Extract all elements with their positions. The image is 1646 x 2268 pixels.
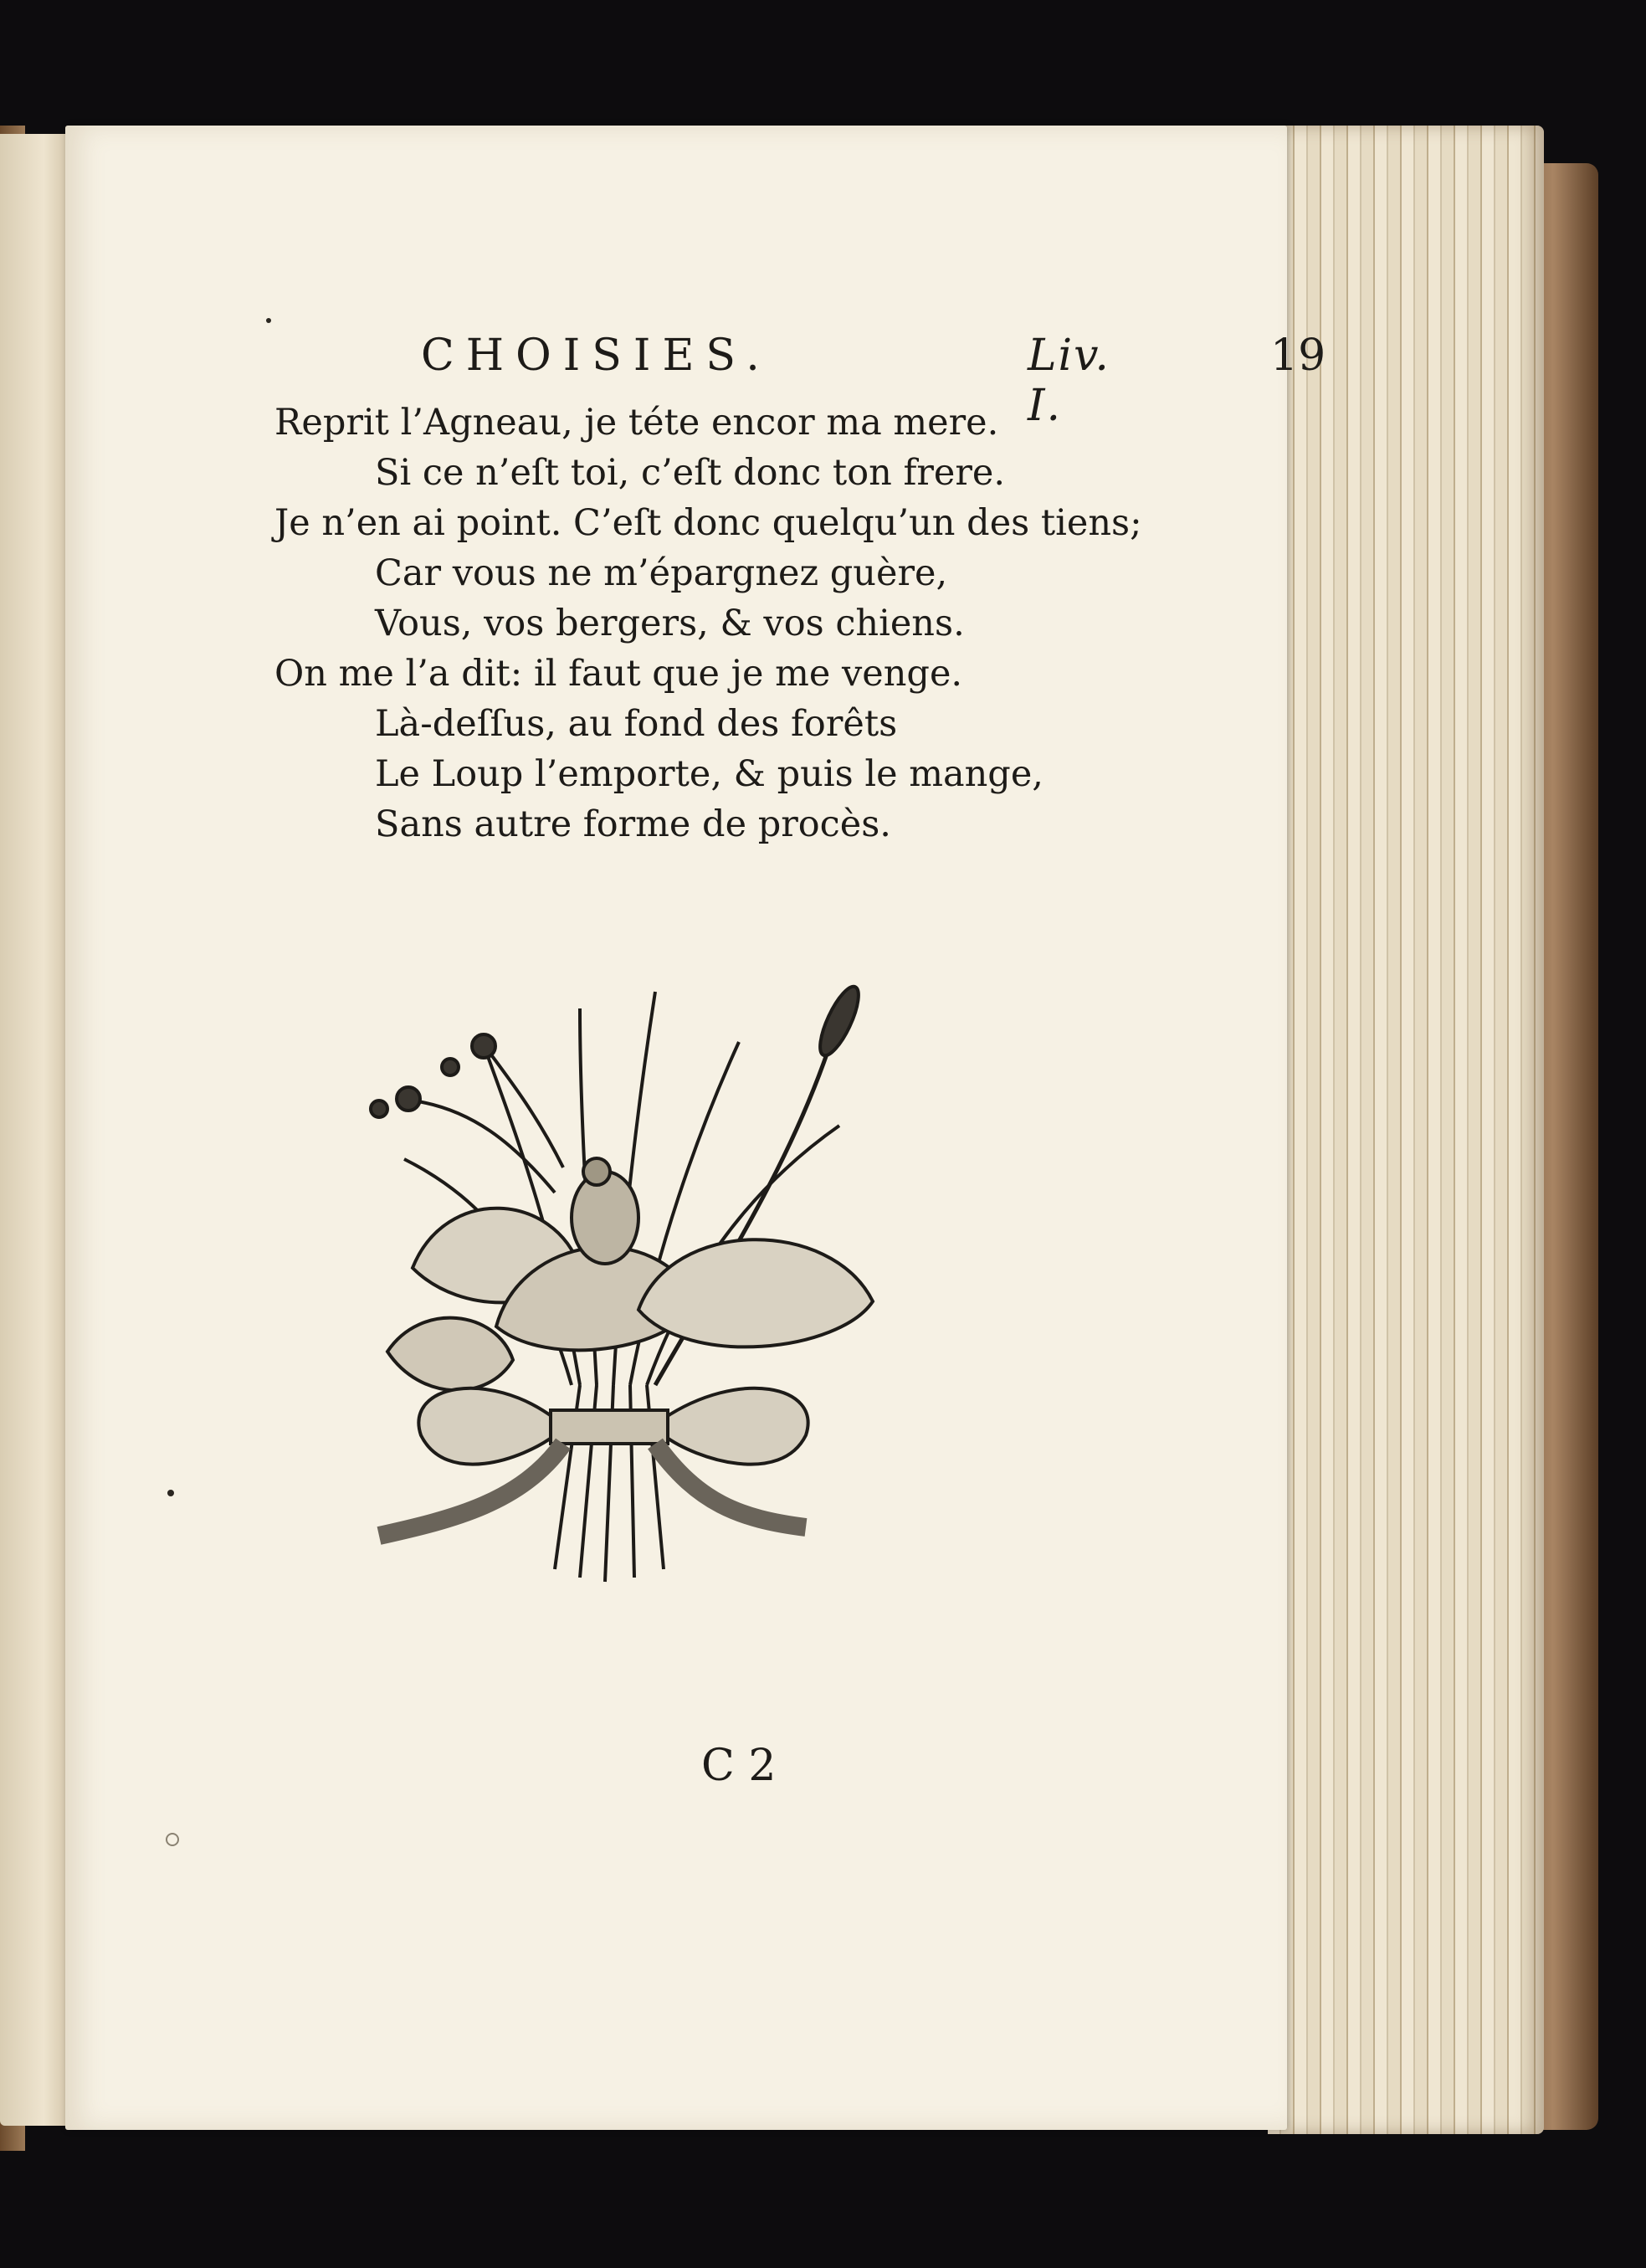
paper-mark <box>166 1833 179 1846</box>
verse-line: Si ce n’eſt toi, c’eſt donc ton frere. <box>375 452 1006 494</box>
page-number: 19 <box>1270 331 1326 381</box>
ink-speck <box>266 318 271 323</box>
page-edges-stack <box>1268 126 1544 2134</box>
signature-mark: C 2 <box>701 1741 777 1791</box>
verse-line: Je n’en ai point. C’eſt donc quelqu’un des tiens; <box>274 502 1142 544</box>
book-page <box>65 126 1326 2130</box>
verse-line: Reprit l’Agneau, je téte encor ma mere. <box>274 402 999 444</box>
verse-line: Car vous ne m’épargnez guère, <box>375 552 948 594</box>
woodcut-ornament <box>304 916 973 1586</box>
verse-line: On me l’a dit: il faut que je me venge. <box>274 653 963 695</box>
verse-line: Le Loup l’emporte, & puis le mange, <box>375 753 1043 795</box>
verse-line: Sans autre forme de procès. <box>375 803 891 845</box>
verse-line: Vous, vos bergers, & vos chiens. <box>375 603 965 644</box>
running-head-title: CHOISIES. <box>421 331 772 381</box>
verse-line: Là-deſſus, au fond des forêts <box>375 703 898 745</box>
running-head-book: Liv. I. <box>1028 331 1110 431</box>
ink-speck <box>167 1490 174 1496</box>
